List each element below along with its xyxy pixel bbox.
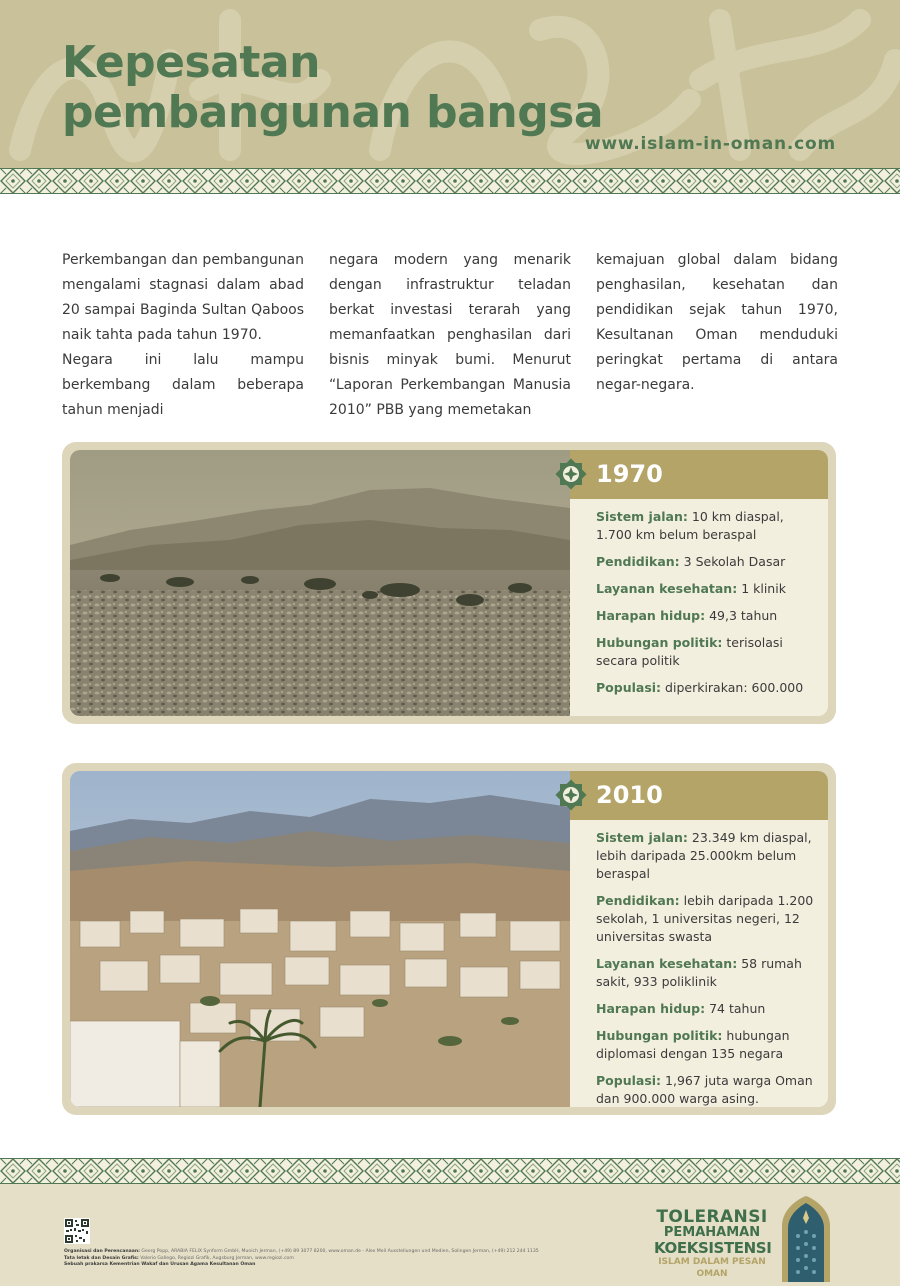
fact-education <box>596 553 818 571</box>
fact-roads <box>596 508 818 544</box>
fact-politics <box>596 634 818 670</box>
brand-line-4: ISLAM DALAM PESAN OMAN <box>658 1257 766 1279</box>
facts-list <box>570 499 828 697</box>
fact-label: Layanan kesehatan: <box>596 956 738 971</box>
fact-education <box>596 892 818 946</box>
star-ornament-icon <box>554 457 588 491</box>
fact-health <box>596 955 818 991</box>
fact-label: Populasi: <box>596 680 662 695</box>
credit-label: Tata letak dan Desain Grafis: <box>64 1255 139 1261</box>
year-label: 1970 <box>596 460 663 488</box>
website-link[interactable]: www.islam-in-oman.com <box>584 134 836 154</box>
intro-paragraph: Negara ini lalu mampu berkembang dalam beberapa tahun menjadi <box>62 352 304 418</box>
year-header <box>570 450 828 499</box>
fact-politics <box>596 1027 818 1063</box>
fact-value: 3 Sekolah Dasar <box>683 554 786 569</box>
fact-value: lebih daripada 1.200 sekolah, 1 universitas negeri, 12 universitas swasta <box>596 893 814 944</box>
credit-text: Sebuah prakarsa Kementrian Wakaf dan Urusan Agama Kesultanan Oman <box>64 1262 256 1268</box>
fact-value: 1 klinik <box>741 581 786 596</box>
intro-column-1 <box>62 248 304 423</box>
fact-value: terisolasi secara politik <box>596 635 783 668</box>
mihrab-arch-icon <box>780 1196 832 1282</box>
facts-list <box>570 820 828 1108</box>
qr-code-icon[interactable] <box>64 1218 90 1244</box>
fact-label: Sistem jalan: <box>596 830 688 845</box>
fact-label: Hubungan politik: <box>596 635 723 650</box>
fact-value: diperkirakan: 600.000 <box>665 680 804 695</box>
title-line-1: Kepesatan <box>62 37 320 88</box>
intro-paragraph: negara modern yang menarik dengan infrastruktur teladan berkat investasi terarah yang memanfaatkan penghasilan dari bisnis minyak bumi. Menurut “Laporan Perkembangan Manusia 2010” PBB yang memetakan <box>329 252 571 418</box>
ornament-band-top <box>0 168 900 194</box>
fact-label: Sistem jalan: <box>596 509 688 524</box>
photo-1970-landscape <box>70 450 570 716</box>
year-label: 2010 <box>596 781 663 809</box>
fact-value: 10 km diaspal, 1.700 km belum beraspal <box>596 509 784 542</box>
brand-logo <box>654 1209 770 1280</box>
fact-roads <box>596 829 818 883</box>
fact-label: Pendidikan: <box>596 893 680 908</box>
fact-value: 23.349 km diaspal, lebih daripada 25.000km belum beraspal <box>596 830 812 881</box>
credit-line <box>64 1262 504 1269</box>
credit-text: Valerio Gallego, Regiozi Grafik, Augsburg Jerman, www.regiozi.com <box>140 1255 294 1261</box>
fact-label: Populasi: <box>596 1073 662 1088</box>
fact-life-expectancy <box>596 1000 818 1018</box>
brand-line-3: KOEKSISTENSI <box>654 1239 772 1257</box>
fact-label: Pendidikan: <box>596 554 680 569</box>
town-photo-2010 <box>70 771 570 1107</box>
credit-label: Organisasi dan Perencanaan: <box>64 1249 140 1254</box>
title-line-2: pembangunan bangsa <box>62 87 604 138</box>
fact-value: 58 rumah sakit, 933 poliklinik <box>596 956 802 989</box>
fact-value: 49,3 tahun <box>709 608 778 623</box>
page-title <box>62 38 603 138</box>
fact-label: Layanan kesehatan: <box>596 581 738 596</box>
star-ornament-icon <box>554 778 588 812</box>
fact-population <box>596 1072 818 1108</box>
fact-value: 1,967 juta warga Oman dan 900.000 warga asing. <box>596 1073 813 1106</box>
fact-label: Hubungan politik: <box>596 1028 723 1043</box>
fact-population <box>596 679 818 697</box>
fact-label: Harapan hidup: <box>596 1001 706 1016</box>
ornament-band-bottom <box>0 1158 900 1184</box>
intro-column-3 <box>596 248 838 423</box>
brand-line-1: TOLERANSI <box>656 1207 768 1227</box>
info-box-1970 <box>570 450 828 716</box>
photo-2010-town <box>70 771 570 1107</box>
panel-2010 <box>62 763 836 1115</box>
fact-label: Harapan hidup: <box>596 608 706 623</box>
year-header <box>570 771 828 820</box>
credit-text: Georg Popp, ARABIA FELIX Synform GmbH, Munich Jerman, (+49) 89 3077 8200, www.oman.de - Alex Meil Ausstellungen und Medien, Solingen Jerman, (+49) 212 244 1135 <box>141 1249 539 1254</box>
fact-health <box>596 580 818 598</box>
info-box-2010 <box>570 771 828 1107</box>
intro-text <box>62 248 838 423</box>
desert-photo-1970 <box>70 450 570 716</box>
credit-line <box>64 1249 539 1256</box>
intro-paragraph: kemajuan global dalam bidang penghasilan, kesehatan dan pendidikan sejak tahun 1970, Kesultanan Oman menduduki peringkat pertama di antara negar-negara. <box>596 252 838 393</box>
panel-1970 <box>62 442 836 724</box>
header-banner <box>0 0 900 168</box>
fact-life-expectancy <box>596 607 818 625</box>
intro-column-2 <box>329 248 571 423</box>
brand-line-2: PEMAHAMAN <box>663 1225 761 1240</box>
intro-paragraph: Perkembangan dan pembangunan mengalami stagnasi dalam abad 20 sampai Baginda Sultan Qaboos naik tahta pada tahun 1970. <box>62 252 304 343</box>
fact-value: 74 tahun <box>709 1001 766 1016</box>
credits-block <box>64 1249 539 1269</box>
fact-value: hubungan diplomasi dengan 135 negara <box>596 1028 790 1061</box>
